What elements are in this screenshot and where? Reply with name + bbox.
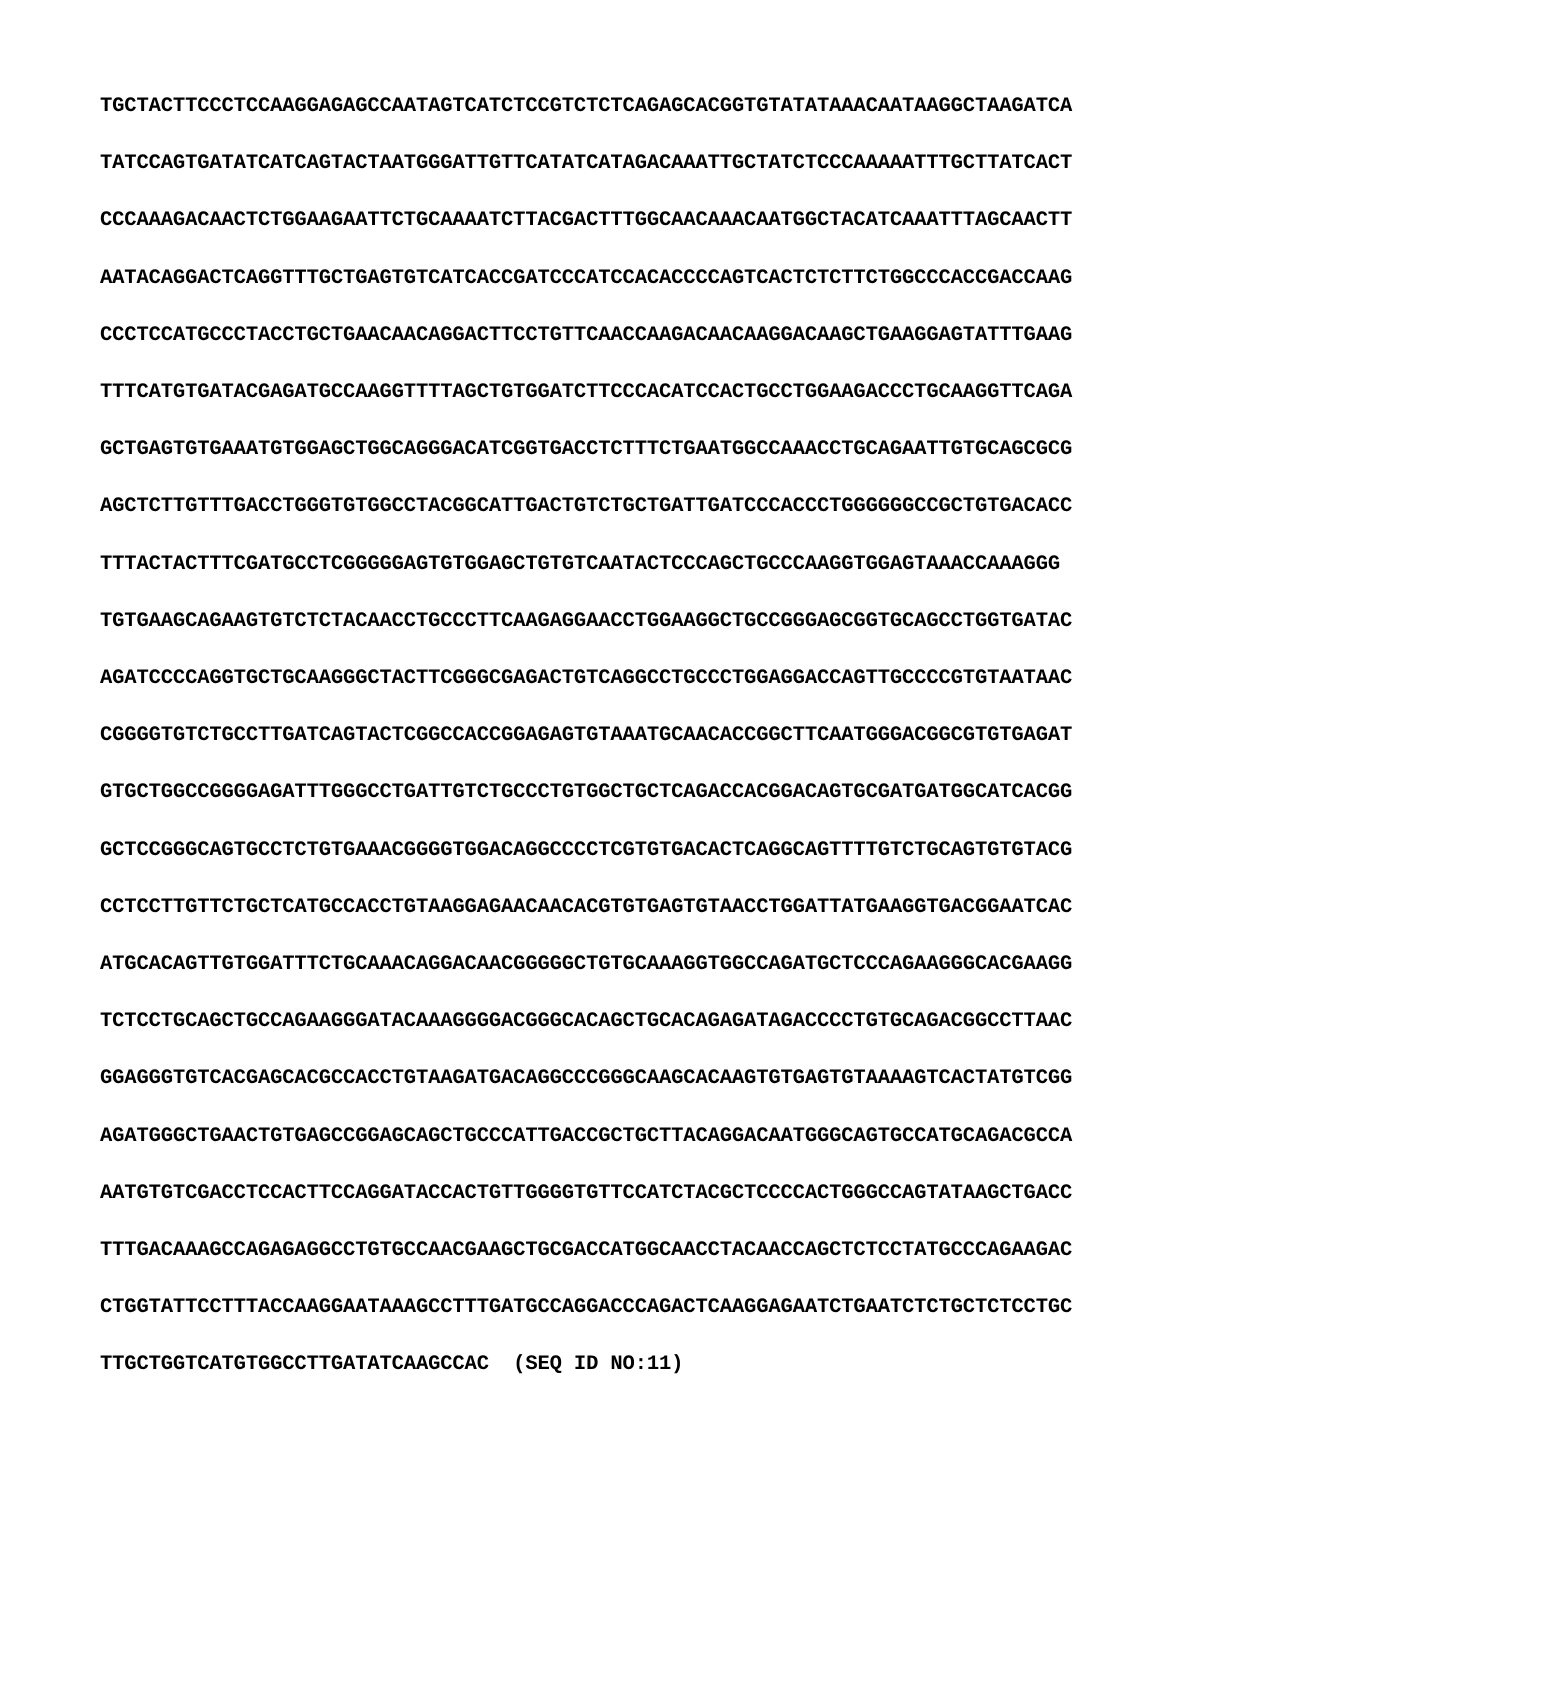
sequence-line: TTTGACAAAGCCAGAGAGGCCTGTGCCAACGAAGCTGCGACCATGGCAACCTACAACCAGCTCTCCTATGCCCAGAAGAC bbox=[100, 1239, 1073, 1263]
sequence-line: AGCTCTTGTTTGACCTGGGTGTGGCCTACGGCATTGACTGTCTGCTGATTGATCCCACCCTGGGGGGCCGCTGTGACACC bbox=[100, 495, 1073, 519]
sequence-line: CCCAAAGACAACTCTGGAAGAATTCTGCAAAATCTTACGACTTTGGCAACAAACAATGGCTACATCAAATTTAGCAACTT bbox=[100, 209, 1073, 233]
sequence-line: CCTCCTTGTTCTGCTCATGCCACCTGTAAGGAGAACAACACGTGTGAGTGTAACCTGGATTATGAAGGTGACGGAATCAC bbox=[100, 895, 1073, 919]
sequence-line: AGATGGGCTGAACTGTGAGCCGGAGCAGCTGCCCATTGACCGCTGCTTACAGGACAATGGGCAGTGCCATGCAGACGCCA bbox=[100, 1124, 1073, 1148]
sequence-line: TTTACTACTTTCGATGCCTCGGGGGAGTGTGGAGCTGTGTCAATACTCCCAGCTGCCCAAGGTGGAGTAAACCAAAGGG bbox=[100, 552, 1061, 576]
sequence-line: AGATCCCCAGGTGCTGCAAGGGCTACTTCGGGCGAGACTGTCAGGCCTGCCCTGGAGGACCAGTTGCCCCGTGTAATAAC bbox=[100, 667, 1073, 691]
sequence-line: TGTGAAGCAGAAGTGTCTCTACAACCTGCCCTTCAAGAGGAACCTGGAAGGCTGCCGGGAGCGGTGCAGCCTGGTGATAC bbox=[100, 609, 1073, 633]
sequence-line: AATACAGGACTCAGGTTTGCTGAGTGTCATCACCGATCCCATCCACACCCCAGTCACTCTCTTCTGGCCCACCGACCAAG bbox=[100, 266, 1073, 290]
sequence-line: GCTGAGTGTGAAATGTGGAGCTGGCAGGGACATCGGTGACCTCTTTCTGAATGGCCAAACCTGCAGAATTGTGCAGCGCG bbox=[100, 438, 1073, 462]
sequence-line: TTTCATGTGATACGAGATGCCAAGGTTTTAGCTGTGGATCTTCCCACATCCACTGCCTGGAAGACCCTGCAAGGTTCAGA bbox=[100, 381, 1073, 405]
sequence-line: CTGGTATTCCTTTACCAAGGAATAAAGCCTTTGATGCCAGGACCCAGACTCAAGGAGAATCTGAATCTCTGCTCTCCTGC bbox=[100, 1296, 1073, 1320]
sequence-line: CCCTCCATGCCCTACCTGCTGAACAACAGGACTTCCTGTTCAACCAAGACAACAAGGACAAGCTGAAGGAGTATTTGAAG bbox=[100, 323, 1073, 347]
sequence-line-with-seq-id: TTGCTGGTCATGTGGCCTTGATATCAAGCCAC (SEQ ID NO:11) bbox=[100, 1353, 684, 1377]
sequence-line: GCTCCGGGCAGTGCCTCTGTGAAACGGGGTGGACAGGCCCCTCGTGTGACACTCAGGCAGTTTTGTCTGCAGTGTGTACG bbox=[100, 838, 1073, 862]
sequence-listing bbox=[100, 78, 1480, 1394]
sequence-line: GTGCTGGCCGGGGAGATTTGGGCCTGATTGTCTGCCCTGTGGCTGCTCAGACCACGGACAGTGCGATGATGGCATCACGG bbox=[100, 781, 1073, 805]
sequence-line: TCTCCTGCAGCTGCCAGAAGGGATACAAAGGGGACGGGCACAGCTGCACAGAGATAGACCCCTGTGCAGACGGCCTTAAC bbox=[100, 1010, 1073, 1034]
sequence-line: TATCCAGTGATATCATCAGTACTAATGGGATTGTTCATATCATAGACAAATTGCTATCTCCCAAAAATTTGCTTATCACT bbox=[100, 152, 1073, 176]
sequence-line: TGCTACTTCCCTCCAAGGAGAGCCAATAGTCATCTCCGTCTCTCAGAGCACGGTGTATATAAACAATAAGGCTAAGATCA bbox=[100, 95, 1073, 118]
sequence-line: AATGTGTCGACCTCCACTTCCAGGATACCACTGTTGGGGTGTTCCATCTACGCTCCCCACTGGGCCAGTATAAGCTGACC bbox=[100, 1181, 1073, 1205]
sequence-line: ATGCACAGTTGTGGATTTCTGCAAACAGGACAACGGGGGCTGTGCAAAGGTGGCCAGATGCTCCCAGAAGGGCACGAAGG bbox=[100, 953, 1073, 977]
sequence-line: CGGGGTGTCTGCCTTGATCAGTACTCGGCCACCGGAGAGTGTAAATGCAACACCGGCTTCAATGGGACGGCGTGTGAGAT bbox=[100, 724, 1073, 748]
sequence-line: GGAGGGTGTCACGAGCACGCCACCTGTAAGATGACAGGCCCGGGCAAGCACAAGTGTGAGTGTAAAAGTCACTATGTCGG bbox=[100, 1067, 1073, 1091]
